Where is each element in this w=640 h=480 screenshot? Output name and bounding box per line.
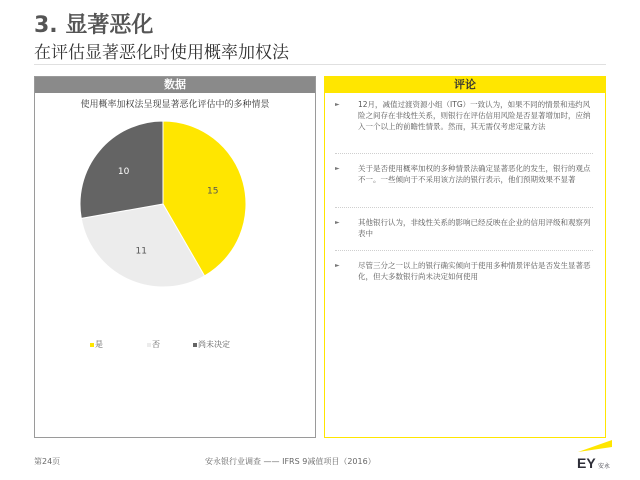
ey-logo-sub: 安永 <box>598 463 611 470</box>
comment-text: 12月，减值过渡资源小组（ITG）一致认为，如果不同的情景和违约风险之间存在非线性关系，则银行在评估信用风险是否显著增加时，应纳入一个以上的前瞻性情景。然而，其无需仅考虑定量方法 <box>358 100 591 131</box>
page-subtitle: 在评估显著恶化时使用概率加权法 <box>34 43 289 63</box>
legend-label-undecided: 尚未决定 <box>198 340 230 349</box>
pie-chart <box>35 117 315 317</box>
title-divider <box>34 64 606 65</box>
legend-swatch-undecided <box>193 343 197 347</box>
comments-panel-header: 评论 <box>325 77 605 93</box>
comment-item <box>335 99 593 132</box>
comment-text: 关于是否使用概率加权的多种情景法确定显著恶化的发生，银行的观点不一。一些倾向于不采用该方法的银行表示，他们预期效果不显著 <box>358 164 591 184</box>
comment-item <box>335 163 593 185</box>
comment-divider <box>335 207 593 208</box>
data-panel <box>34 76 316 438</box>
legend-label-yes: 是 <box>95 340 103 349</box>
comment-divider <box>335 153 593 154</box>
legend-swatch-yes <box>90 343 94 347</box>
legend-label-no: 否 <box>152 340 160 349</box>
comment-item <box>335 260 593 282</box>
legend-swatch-no <box>147 343 151 347</box>
page-title: 3. 显著恶化 <box>34 13 154 38</box>
comment-item <box>335 217 593 239</box>
comment-text: 尽管三分之一以上的银行确实倾向于使用多种情景评估是否发生显著恶化，但大多数银行尚未决定如何使用 <box>358 261 591 281</box>
comments-panel <box>324 76 606 438</box>
bullet-arrow-icon: ► <box>335 219 340 226</box>
data-panel-header: 数据 <box>35 77 315 93</box>
legend-item-yes <box>90 339 103 350</box>
comment-text: 其他银行认为，非线性关系的影响已经反映在企业的信用评级和观察列表中 <box>358 218 591 238</box>
chart-title: 使用概率加权法呈现显著恶化评估中的多种情景 <box>80 100 270 110</box>
bullet-arrow-icon: ► <box>335 165 340 172</box>
data-label-no: 11 <box>135 246 147 257</box>
comment-divider <box>335 250 593 251</box>
ey-logo <box>574 438 614 474</box>
page-number: 第24页 <box>34 457 61 466</box>
bullet-arrow-icon: ► <box>335 262 340 269</box>
bullet-arrow-icon: ► <box>335 101 340 108</box>
ey-logo-text: EY <box>577 455 596 471</box>
data-label-undecided: 10 <box>117 166 130 177</box>
legend-item-no <box>147 339 160 350</box>
data-label-yes: 15 <box>206 186 219 197</box>
chart-legend <box>35 339 315 351</box>
footer-source: 安永银行业调查 —— IFRS 9减值项目（2016） <box>205 457 376 466</box>
ey-logo-beam <box>578 440 612 452</box>
legend-item-undecided <box>193 339 230 350</box>
